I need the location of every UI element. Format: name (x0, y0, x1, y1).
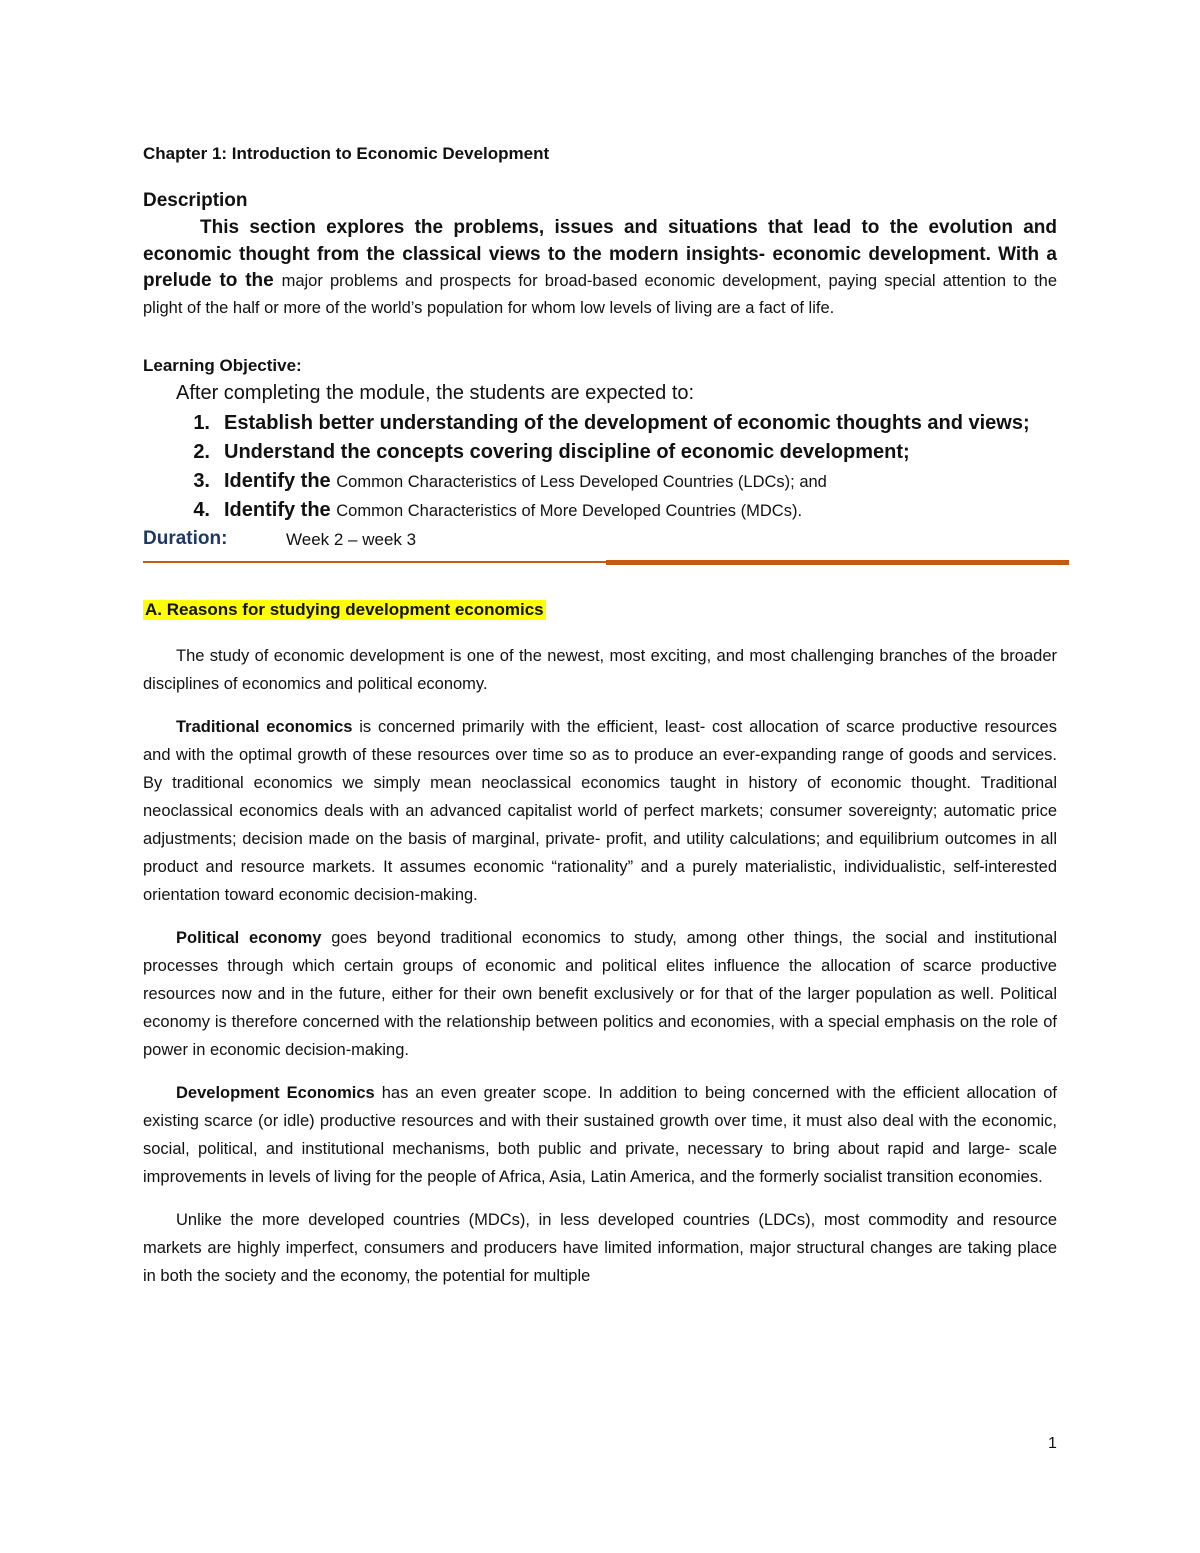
objective-normal-text: Common Characteristics of Less Developed Countries (LDCs); and (336, 473, 827, 491)
paragraph (143, 1079, 1057, 1191)
learning-objective-heading: Learning Objective: (143, 356, 302, 375)
description-bold-text: This section explores the problems, issues and situations that lead to the evolution and economic thought from the classical views to the modern insights- economic development. With a prelude to the (143, 217, 1057, 291)
objective-number: 4. (193, 499, 210, 521)
section-divider-thick (606, 560, 1069, 565)
objective-item (176, 412, 1030, 441)
paragraph (143, 1206, 1057, 1290)
section-a-heading: A. Reasons for studying development economics (145, 600, 544, 619)
paragraph-text: The study of economic development is one of the newest, most exciting, and most challenging branches of the broader disciplines of economics and political economy. (143, 647, 1057, 693)
paragraph-text: goes beyond traditional economics to study, among other things, the social and institutional processes through which certain groups of economic and political elites influence the allocation of scarce productive resources now and in the future, either for their own benefit exclusively or for that of the larger population as well. Political economy is therefore concerned with the relationship between politics and economies, with a special emphasis on the role of power in economic decision-making. (143, 929, 1057, 1059)
objective-item (176, 499, 1030, 528)
paragraph (143, 713, 1057, 909)
objective-bold-text: Identify the (224, 470, 331, 492)
objective-list (176, 412, 1030, 528)
paragraph (143, 924, 1057, 1064)
description-text (143, 215, 1057, 321)
learning-objective-intro: After completing the module, the students are expected to: (176, 382, 695, 404)
objective-item (176, 441, 1030, 470)
paragraph-text: Unlike the more developed countries (MDCs), in less developed countries (LDCs), most commodity and resource markets are highly imperfect, consumers and producers have limited information, major structural changes are taking place in both the society and the economy, the potential for multiple (143, 1211, 1057, 1285)
paragraph-text: is concerned primarily with the efficient, least- cost allocation of scarce productive resources and with the optimal growth of these resources over time so as to produce an ever-expanding range of goods and services. By traditional economics we simply mean neoclassical economics taught in history of economic thought. Traditional neoclassical economics deals with an advanced capitalist world of perfect markets; consumer sovereignty; automatic price adjustments; decision made on the basis of marginal, private- profit, and utility calculations; and equilibrium outcomes in all product and resource markets. It assumes economic “rationality” and a purely materialistic, individualistic, self-interested orientation toward economic decision-making. (143, 718, 1057, 904)
description-heading: Description (143, 190, 248, 211)
paragraph-term: Traditional economics (176, 718, 353, 736)
paragraph-text: has an even greater scope. In addition to being concerned with the efficient allocation of existing scarce (or idle) productive resources and with their sustained growth over time, it must also deal with the economic, social, political, and institutional mechanisms, both public and private, necessary to bring about rapid and large- scale improvements in levels of living for the people of Africa, Asia, Latin America, and the formerly socialist transition economies. (143, 1084, 1057, 1186)
paragraph-term: Development Economics (176, 1084, 375, 1102)
duration-value: Week 2 – week 3 (286, 530, 417, 549)
chapter-title: Chapter 1: Introduction to Economic Development (143, 144, 550, 163)
page-number: 1 (1048, 1435, 1057, 1452)
description-normal-text: major problems and prospects for broad-based economic development, paying special attention to the plight of the half or more of the world’s population for whom low levels of living are a fact of life. (143, 272, 1058, 317)
objective-number: 2. (193, 441, 210, 463)
objective-bold-text: Establish better understanding of the development of economic thoughts and views; (224, 412, 1030, 434)
objective-number: 3. (193, 470, 210, 492)
objective-normal-text: Common Characteristics of More Developed Countries (MDCs). (336, 502, 803, 520)
duration-label: Duration: (143, 528, 228, 549)
paragraph (143, 642, 1057, 698)
objective-bold-text: Identify the (224, 499, 331, 521)
objective-bold-text: Understand the concepts covering discipline of economic development; (224, 441, 910, 463)
objective-number: 1. (193, 412, 210, 434)
objective-item (176, 470, 1030, 499)
paragraph-term: Political economy (176, 929, 322, 947)
section-a-body (143, 642, 1057, 1305)
